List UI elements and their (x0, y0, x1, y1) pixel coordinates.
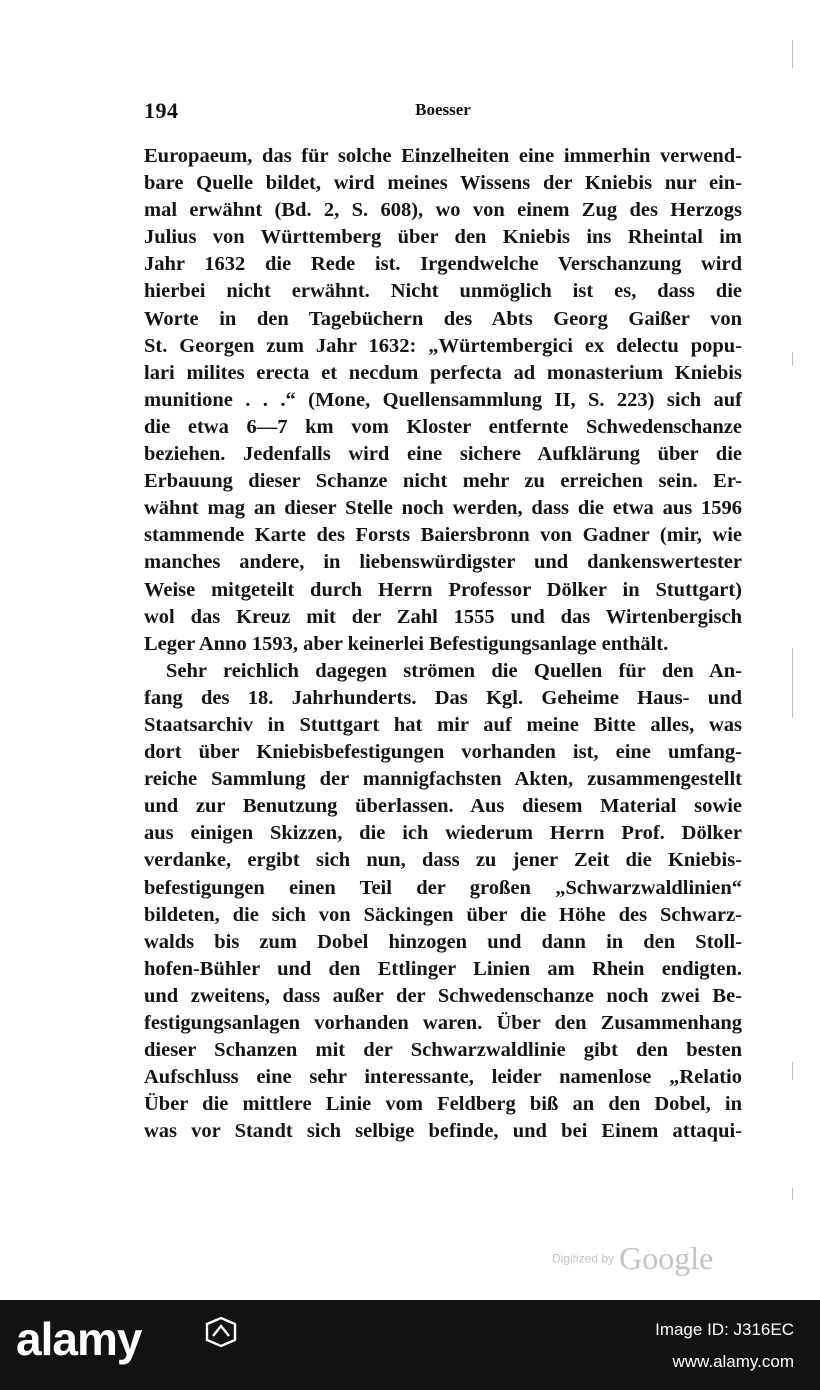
scan-mark (792, 352, 793, 366)
text-line: dieser Schanzen mit der Schwarzwaldlinie gibt den besten (144, 1039, 742, 1062)
text-line: dort über Kniebisbefestigungen vorhanden ist, eine umfang- (144, 741, 742, 764)
text-line: Europaeum, das für solche Einzelheiten eine immerhin verwend- (144, 145, 742, 167)
alamy-url[interactable]: www.alamy.com (672, 1352, 794, 1371)
text-line: bildeten, die sich von Säckingen über die Höhe des Schwarz- (144, 903, 742, 926)
text-line: Leger Anno 1593, aber keinerlei Befestigungsanlage enthält. (144, 632, 669, 655)
text-line: festigungsanlagen vorhanden waren. Über den Zusammenhang (144, 1012, 742, 1034)
text-line: wol das Kreuz mit der Zahl 1555 und das Wirtenbergisch (144, 605, 742, 628)
scan-mark (792, 1188, 793, 1200)
scan-mark (792, 40, 793, 68)
text-line: stammende Karte des Forsts Baiersbronn von Gadner (mir, wie (144, 524, 742, 547)
alamy-banner (0, 1300, 820, 1390)
text-line: walds bis zum Dobel hinzogen und dann in den Stoll- (144, 930, 742, 953)
text-line: die etwa 6—7 km vom Kloster entfernte Schwedenschanze (144, 415, 742, 438)
text-line: Staatsarchiv in Stuttgart hat mir auf meine Bitte alles, was (144, 713, 742, 736)
running-head: Boesser (415, 100, 471, 119)
text-line: wähnt mag an dieser Stelle noch werden, dass die etwa aus 1596 (144, 497, 742, 520)
text-line: befestigungen einen Teil der großen „Schwarzwaldlinien“ (144, 876, 742, 899)
body-text (144, 143, 742, 1145)
image-id: Image ID: J316EC (655, 1320, 794, 1339)
text-line: hofen-Bühler und den Ettlinger Linien am Rhein endigten. (144, 957, 742, 980)
text-line: und zur Benutzung überlassen. Aus diesem Material sowie (144, 795, 742, 818)
alamy-logo: alamy (16, 1313, 142, 1365)
text-line: Erbauung dieser Schanze nicht mehr zu erreichen sein. Er- (144, 470, 742, 493)
text-line: Weise mitgeteilt durch Herrn Professor Dölker in Stuttgart) (144, 578, 742, 601)
text-line: Julius von Württemberg über den Kniebis ins Rheintal im (144, 226, 742, 249)
text-line: bare Quelle bildet, wird meines Wissens der Kniebis nur ein- (144, 172, 742, 195)
text-line: manches andere, in liebenswürdigster und dankenswertester (144, 551, 742, 574)
text-line: Sehr reichlich dagegen strömen die Quellen für den An- (166, 659, 742, 682)
scan-mark (792, 1062, 793, 1080)
text-line: munitione . . .“ (Mone, Quellensammlung II, S. 223) sich auf (144, 388, 742, 411)
text-line: mal erwähnt (Bd. 2, S. 608), wo von einem Zug des Herzogs (144, 199, 742, 222)
text-line: Aufschluss eine sehr interessante, leider namenlose „Relatio (144, 1066, 742, 1089)
text-line: hierbei nicht erwähnt. Nicht unmöglich ist es, dass die (144, 280, 742, 303)
text-line: Jahr 1632 die Rede ist. Irgendwelche Verschanzung wird (144, 253, 742, 276)
digitized-by-google-watermark (552, 1240, 713, 1280)
text-line: beziehen. Jedenfalls wird eine sichere Aufklärung über die (144, 443, 742, 466)
alamy-logo-mark-icon (203, 1314, 239, 1350)
text-line: aus einigen Skizzen, die ich wiederum Herrn Prof. Dölker (144, 822, 742, 845)
page-header (144, 98, 742, 128)
text-line: lari milites erecta et necdum perfecta ad monasterium Kniebis (144, 361, 742, 384)
digitized-prefix: Digitized by (552, 1251, 615, 1266)
text-line: Worte in den Tagebüchern des Abts Georg Gaißer von (144, 307, 742, 330)
text-line: und zweitens, dass außer der Schwedenschanze noch zwei Be- (144, 984, 742, 1007)
text-line: reiche Sammlung der mannigfachsten Akten, zusammengestellt (144, 768, 742, 791)
page-number: 194 (144, 98, 179, 123)
text-line: was vor Standt sich selbige befinde, und bei Einem attaqui- (144, 1120, 742, 1143)
scan-mark (792, 648, 793, 718)
google-wordmark: Google (619, 1240, 714, 1276)
text-line: verdanke, ergibt sich nun, dass zu jener Zeit die Kniebis- (144, 849, 742, 872)
text-line: St. Georgen zum Jahr 1632: „Würtembergici ex delectu popu- (144, 334, 742, 357)
text-line: Über die mittlere Linie vom Feldberg biß an den Dobel, in (144, 1093, 742, 1116)
text-line: fang des 18. Jahrhunderts. Das Kgl. Geheime Haus- und (144, 686, 742, 709)
